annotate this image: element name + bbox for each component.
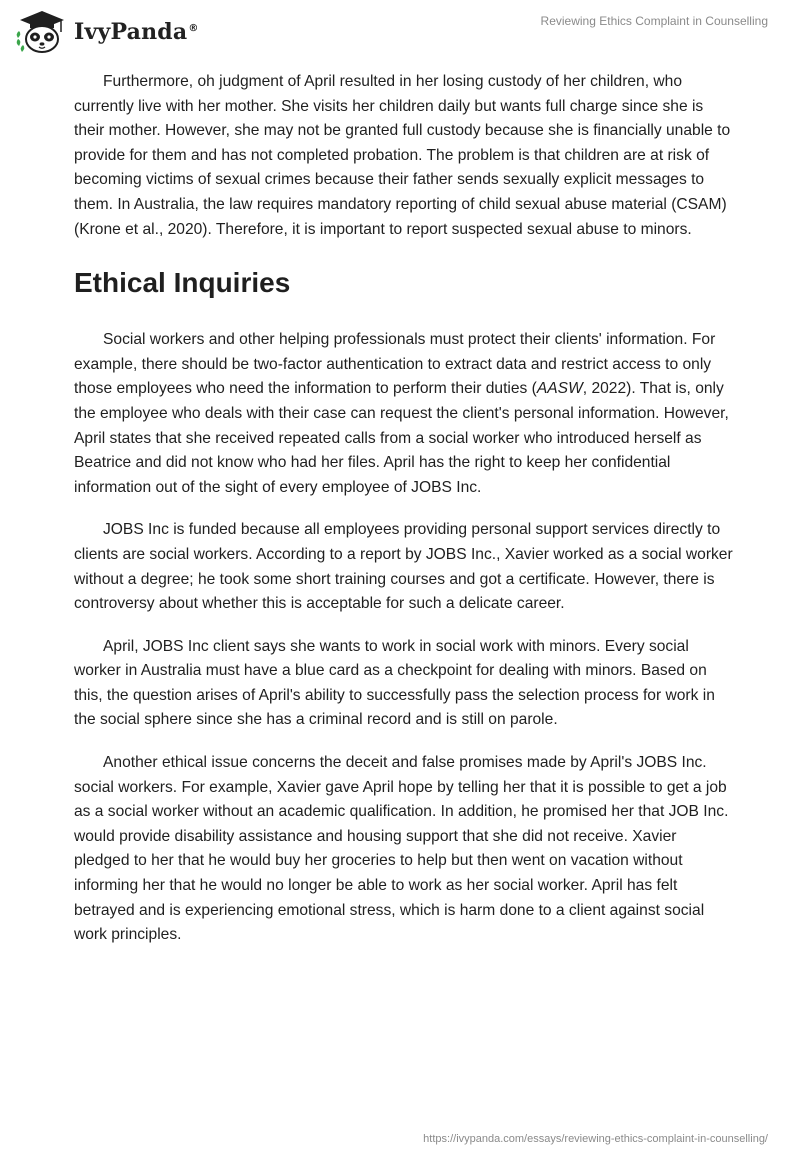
source-url[interactable]: https://ivypanda.com/essays/reviewing-ethics-complaint-in-counselling/ [423, 1133, 768, 1145]
document-title: Reviewing Ethics Complaint in Counselling [540, 14, 768, 28]
page-header [0, 0, 800, 64]
paragraph-blue-card: April, JOBS Inc client says she wants to work in social work with minors. Every social worker in Australia must have a blue card as a checkpoint for dealing with minors. Based on this, the question arises of April's ability to successfully pass the selection process for work in the social sphere since she has a criminal record and is still on parole. [74, 637, 715, 729]
paragraph-deceit: Another ethical issue concerns the deceit and false promises made by April's JOBS Inc. social workers. For example, Xavier gave April hope by telling her that it is possible to get a job as a social worker without an academic qualification. In addition, he promised her that JOB Inc. would provide disability assistance and housing support that she did not receive. Xavier pledged to her that he would buy her groceries to help but then went on vacation without informing her that he would no longer be able to work as her social worker. April has felt betrayed and is experiencing emotional stress, which is harm done to a client against social work principles. [74, 754, 729, 944]
ivypanda-logo[interactable] [14, 8, 199, 56]
paragraph-text: , 2022). That is, only the employee who deals with their case can request the client's personal information. However, April states that she received repeated calls from a social worker who introduced herself as Beatrice and did not know who had her files. April has the right to keep her confidential information out of the sight of every employee of JOBS Inc. [74, 380, 729, 496]
paragraph-text: Social workers and other helping professionals must protect their clients' information. For example, there should be two-factor authentication to extract data and restrict access to only those employees who need the information to perform their duties ( [74, 331, 716, 398]
citation-aasw: AASW [536, 380, 583, 398]
section-heading-ethical-inquiries: Ethical Inquiries [74, 267, 291, 299]
paragraph-funding: JOBS Inc is funded because all employees providing personal support services directly to clients are social workers. According to a report by JOBS Inc., Xavier worked as a social worker without a degree; he took some short training courses and got a certificate. However, there is controversy about whether this is acceptable for such a delicate career. [74, 521, 733, 613]
paragraph-custody: Furthermore, oh judgment of April resulted in her losing custody of her children, who currently live with her mother. She visits her children daily but wants full charge since she is their mother. However, she may not be granted full custody because she is financially unable to provide for them and has not completed probation. The problem is that children are at risk of becoming victims of sexual crimes because their father sends sexually explicit messages to them. In Australia, the law requires mandatory reporting of child sexual abuse material (CSAM) (Krone et al., 2020). Therefore, it is important to report suspected sexual abuse to minors. [74, 73, 731, 238]
panda-logo-icon [14, 8, 68, 56]
logo-wordmark: IvyPanda® [74, 19, 199, 45]
registered-mark: ® [188, 22, 199, 34]
essay-content [74, 70, 734, 966]
paragraph-confidentiality [74, 328, 734, 500]
